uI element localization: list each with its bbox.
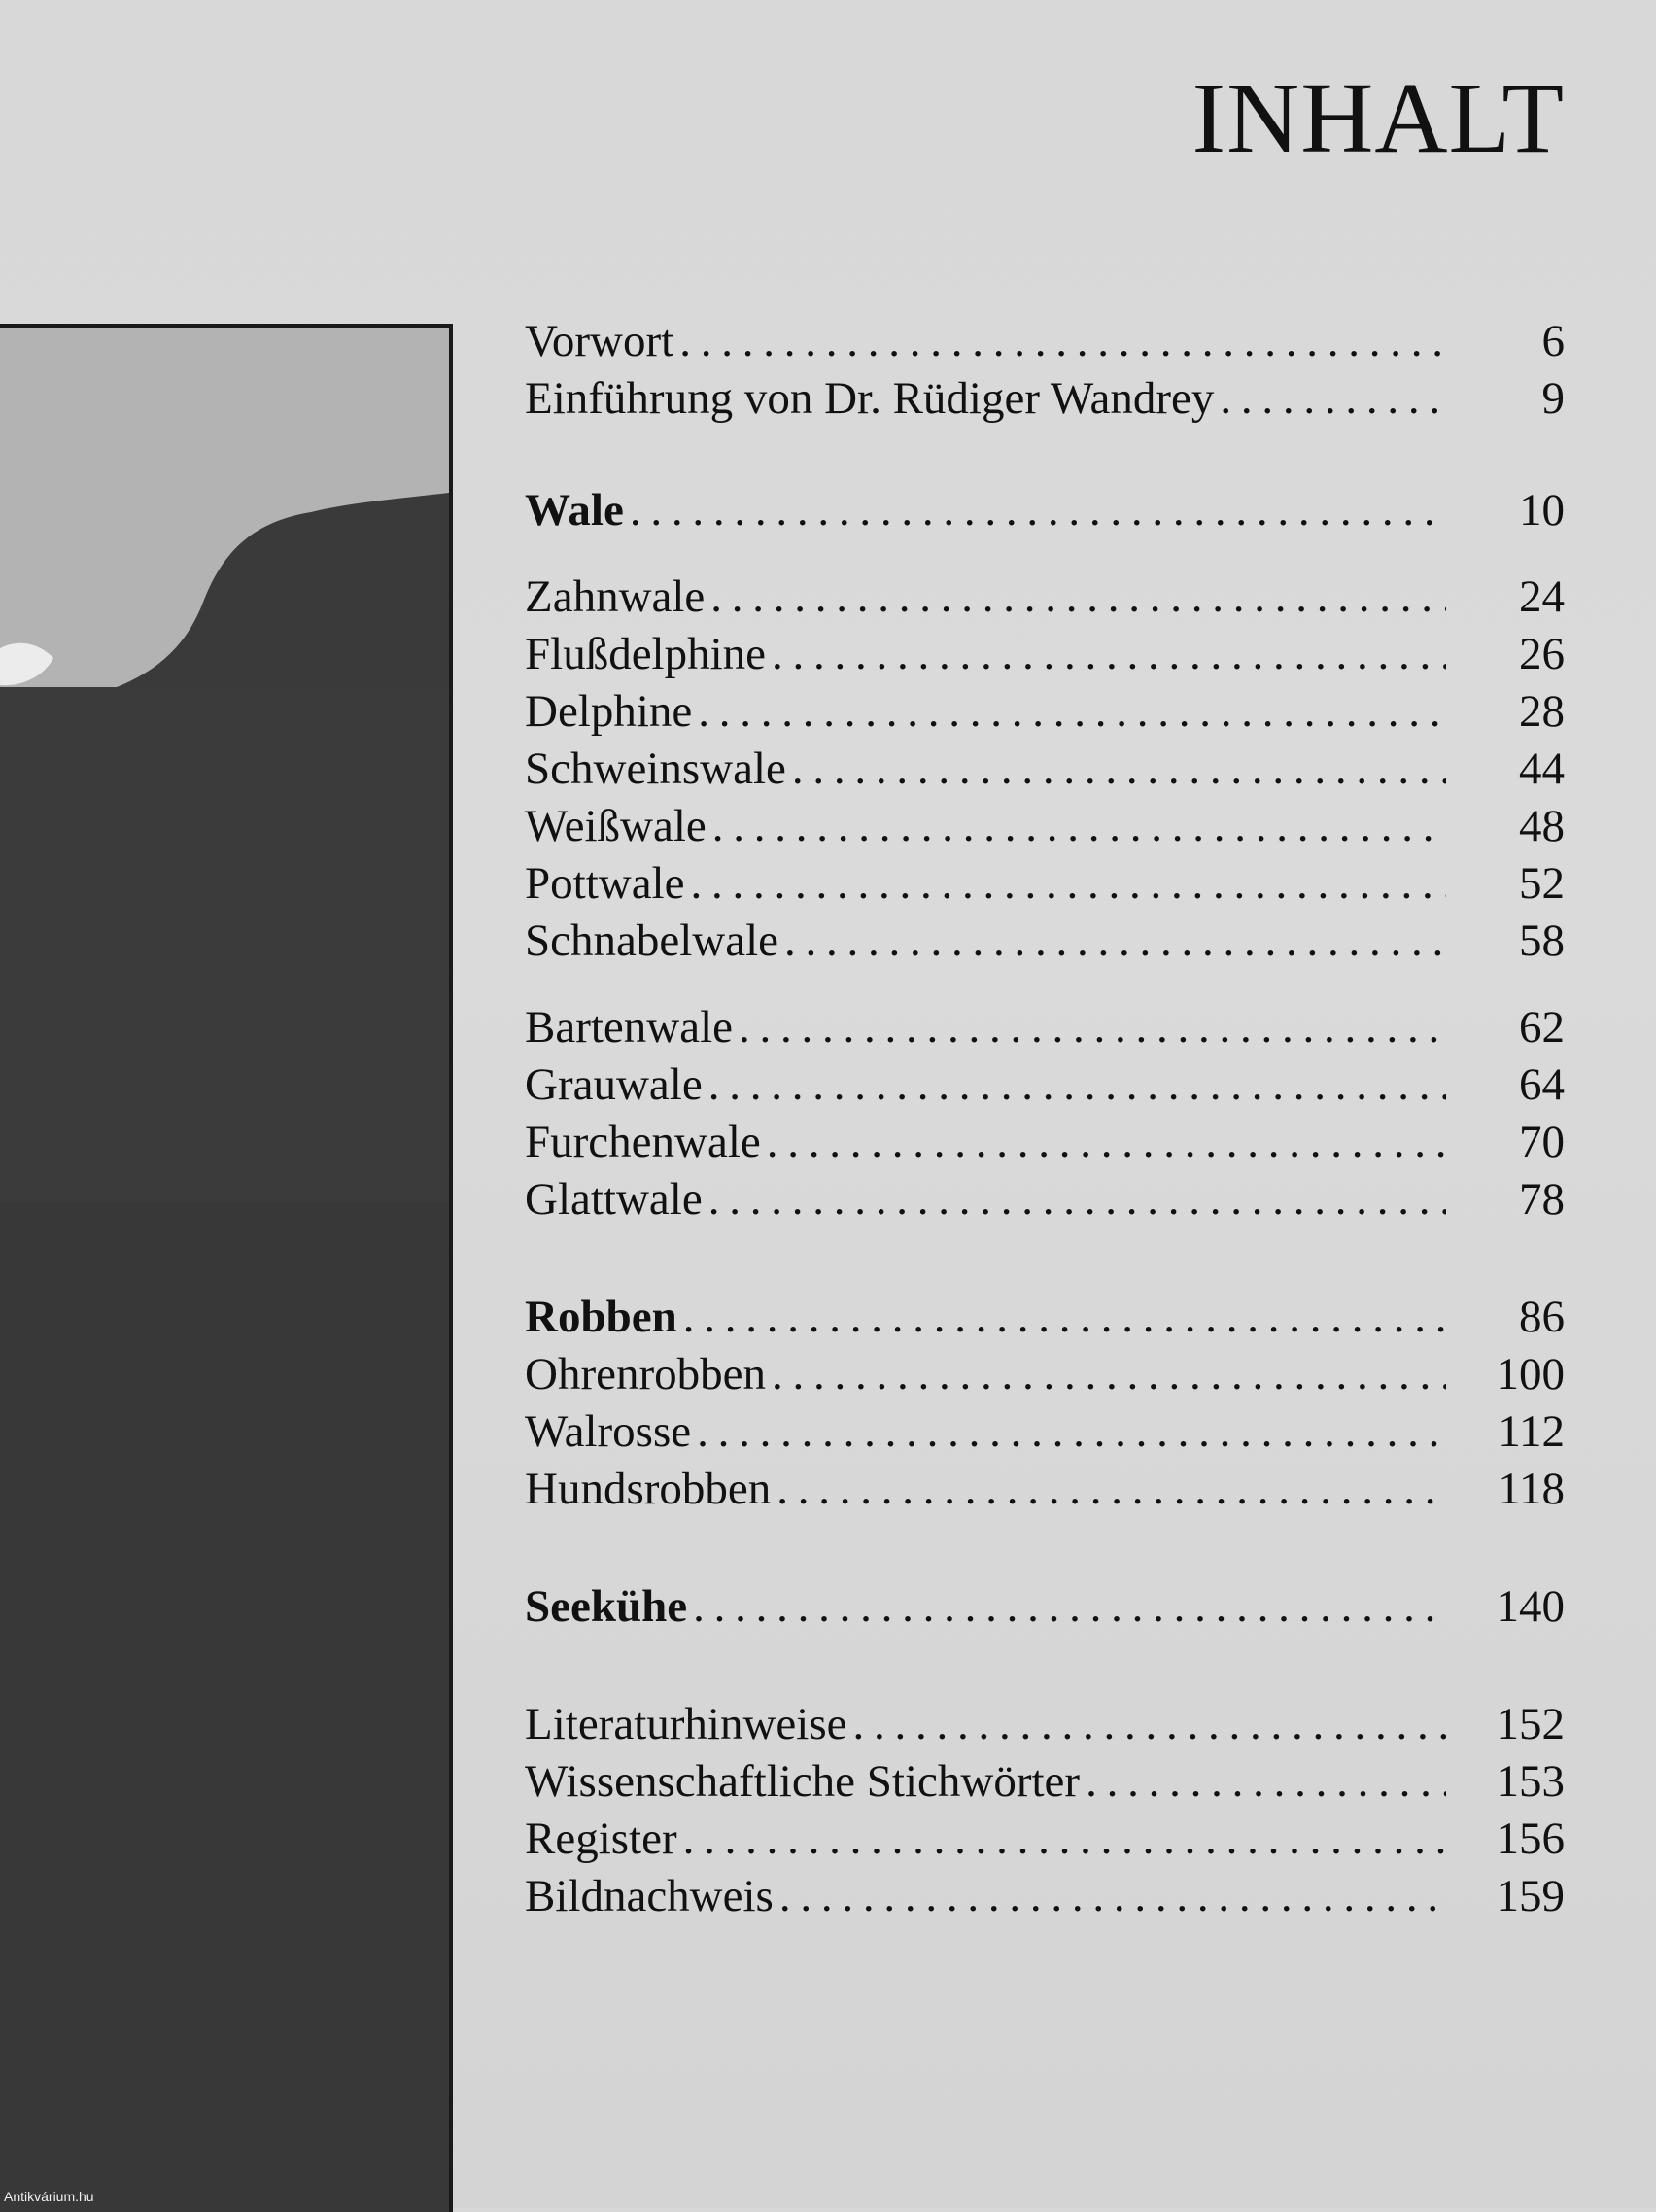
toc-entry-walrosse[interactable] xyxy=(525,1403,1565,1461)
toc-entry-robben[interactable] xyxy=(525,1289,1565,1346)
dot-leader xyxy=(852,1696,1446,1753)
dot-leader xyxy=(708,1171,1446,1228)
toc-entry-delphine[interactable] xyxy=(525,683,1565,741)
toc-entry-page: 6 xyxy=(1541,316,1565,366)
toc-entry-wale[interactable] xyxy=(525,482,1565,539)
toc-entry-vorwort[interactable] xyxy=(525,313,1565,370)
toc-entry-title: Wissenschaftliche Stichwörter xyxy=(525,1756,1081,1807)
toc-entry-title: Bartenwale xyxy=(525,1002,734,1053)
toc-entry-schweinswale[interactable] xyxy=(525,741,1565,798)
toc-entry-page: 24 xyxy=(1519,571,1565,622)
dot-leader xyxy=(776,1461,1446,1518)
toc-entry-stichwoerter[interactable] xyxy=(525,1753,1565,1811)
toc-entry-title: Wale xyxy=(525,485,624,536)
toc-entry-schnabelwale[interactable] xyxy=(525,913,1565,970)
section-spacer xyxy=(525,970,1565,999)
toc-entry-page: 86 xyxy=(1519,1292,1565,1342)
toc-entry-page: 118 xyxy=(1498,1464,1565,1514)
toc-entry-einfuehrung[interactable] xyxy=(525,370,1565,428)
dot-leader xyxy=(679,313,1446,370)
dot-leader xyxy=(683,1289,1446,1346)
toc-entry-flussdelphine[interactable] xyxy=(525,626,1565,683)
toc-entry-literaturhinweise[interactable] xyxy=(525,1696,1565,1753)
toc-entry-title: Seekühe xyxy=(525,1581,688,1632)
toc-entry-seekuehe[interactable] xyxy=(525,1578,1565,1636)
toc-entry-title: Ohrenrobben xyxy=(525,1349,766,1400)
toc-entry-title: Register xyxy=(525,1814,677,1864)
toc-entry-page: 58 xyxy=(1519,916,1565,966)
dot-leader xyxy=(1086,1753,1446,1811)
toc-entry-title: Walrosse xyxy=(525,1406,692,1457)
toc-entry-weisswale[interactable] xyxy=(525,798,1565,855)
toc-entry-title: Hundsrobben xyxy=(525,1464,772,1514)
section-spacer xyxy=(525,539,1565,569)
toc-entry-title: Pottwale xyxy=(525,858,685,909)
toc-entry-hundsrobben[interactable] xyxy=(525,1461,1565,1518)
dot-leader xyxy=(792,741,1446,798)
toc-entry-page: 26 xyxy=(1519,629,1565,679)
table-of-contents xyxy=(525,313,1565,1925)
toc-entry-page: 156 xyxy=(1496,1814,1565,1864)
toc-entry-page: 48 xyxy=(1519,801,1565,851)
section-spacer xyxy=(525,1228,1565,1289)
toc-entry-pottwale[interactable] xyxy=(525,855,1565,913)
toc-entry-title: Schnabelwale xyxy=(525,916,779,966)
toc-entry-page: 52 xyxy=(1519,858,1565,909)
dot-leader xyxy=(779,1868,1446,1925)
photo-panel xyxy=(0,324,453,2212)
toc-entry-glattwale[interactable] xyxy=(525,1171,1565,1228)
section-spacer xyxy=(525,428,1565,482)
toc-entry-title: Delphine xyxy=(525,686,693,737)
toc-entry-title: Weißwale xyxy=(525,801,707,851)
toc-entry-title: Bildnachweis xyxy=(525,1871,774,1921)
dot-leader xyxy=(772,626,1446,683)
toc-entry-page: 78 xyxy=(1519,1174,1565,1225)
dot-leader xyxy=(683,1811,1446,1868)
watermark: Antikvárium.hu xyxy=(4,2189,94,2204)
toc-entry-register[interactable] xyxy=(525,1811,1565,1868)
dot-leader xyxy=(630,482,1446,539)
toc-entry-title: Zahnwale xyxy=(525,571,706,622)
toc-entry-zahnwale[interactable] xyxy=(525,569,1565,626)
dot-leader xyxy=(697,1403,1446,1461)
toc-entry-title: Furchenwale xyxy=(525,1117,761,1167)
toc-entry-title: Robben xyxy=(525,1292,677,1342)
dot-leader xyxy=(698,683,1446,741)
toc-entry-page: 64 xyxy=(1519,1059,1565,1110)
toc-entry-page: 70 xyxy=(1519,1117,1565,1167)
section-spacer xyxy=(525,1636,1565,1696)
dot-leader xyxy=(1220,370,1446,428)
toc-entry-title: Glattwale xyxy=(525,1174,703,1225)
toc-entry-bildnachweis[interactable] xyxy=(525,1868,1565,1925)
dot-leader xyxy=(767,1114,1446,1171)
toc-entry-page: 62 xyxy=(1519,1002,1565,1053)
dot-leader xyxy=(784,913,1446,970)
dot-leader xyxy=(712,798,1446,855)
page-title: INHALT xyxy=(1191,62,1565,174)
toc-entry-title: Vorwort xyxy=(525,316,674,366)
toc-entry-grauwale[interactable] xyxy=(525,1056,1565,1114)
toc-entry-page: 152 xyxy=(1496,1699,1565,1749)
toc-entry-page: 140 xyxy=(1496,1581,1565,1632)
section-spacer xyxy=(525,1518,1565,1578)
dot-leader xyxy=(693,1578,1446,1636)
dot-leader xyxy=(739,999,1446,1056)
toc-entry-page: 28 xyxy=(1519,686,1565,737)
dot-leader xyxy=(710,569,1446,626)
toc-entry-page: 159 xyxy=(1496,1871,1565,1921)
toc-entry-page: 100 xyxy=(1496,1349,1565,1400)
toc-entry-page: 112 xyxy=(1498,1406,1565,1457)
toc-entry-title: Schweinswale xyxy=(525,743,786,794)
toc-entry-title: Grauwale xyxy=(525,1059,703,1110)
dot-leader xyxy=(772,1346,1446,1403)
toc-entry-ohrenrobben[interactable] xyxy=(525,1346,1565,1403)
toc-entry-furchenwale[interactable] xyxy=(525,1114,1565,1171)
toc-entry-page: 44 xyxy=(1519,743,1565,794)
toc-entry-page: 10 xyxy=(1519,485,1565,536)
dot-leader xyxy=(708,1056,1446,1114)
toc-entry-page: 9 xyxy=(1541,373,1565,424)
toc-entry-bartenwale[interactable] xyxy=(525,999,1565,1056)
toc-entry-page: 153 xyxy=(1496,1756,1565,1807)
dot-leader xyxy=(690,855,1446,913)
toc-entry-title: Einführung von Dr. Rüdiger Wandrey xyxy=(525,373,1215,424)
toc-entry-title: Flußdelphine xyxy=(525,629,767,679)
whale-photo-image xyxy=(0,328,449,2212)
toc-entry-title: Literaturhinweise xyxy=(525,1699,847,1749)
